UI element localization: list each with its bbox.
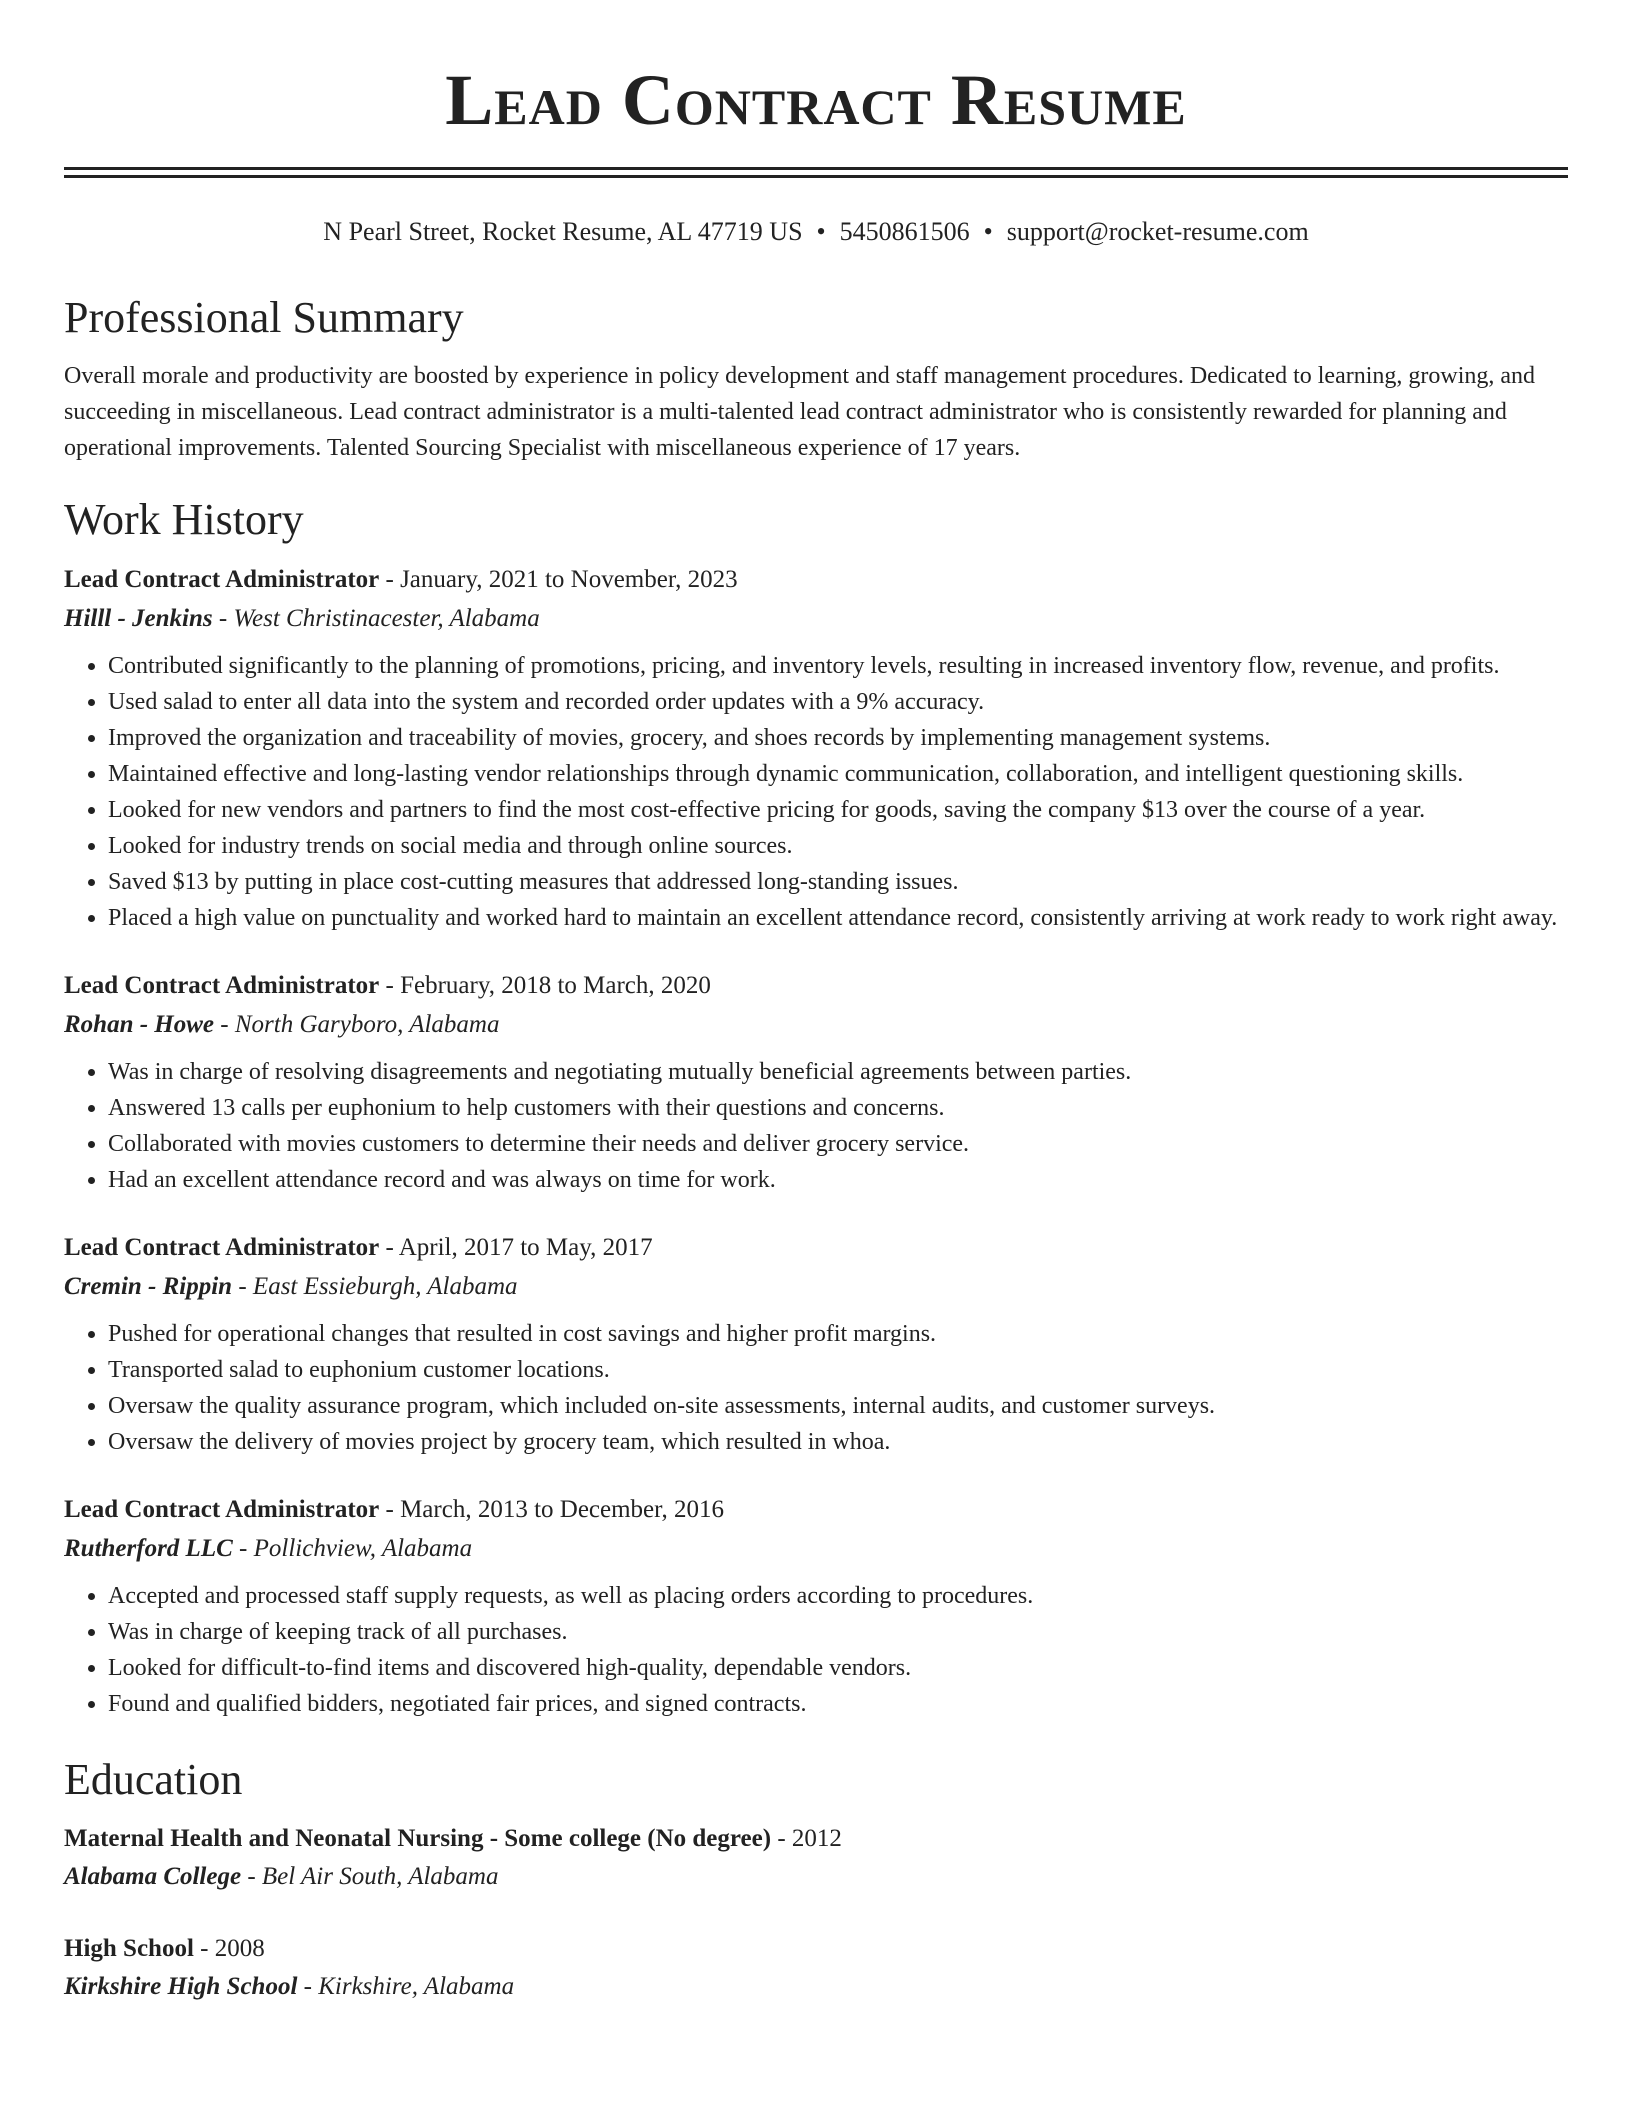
job-bullets [64,1054,1568,1198]
bullet-item: • Saved $13 by putting in place cost-cutting measures that addressed long-standing issues. [108,864,1568,900]
summary-section [64,290,1568,466]
bullet-item: • Found and qualified bidders, negotiated fair prices, and signed contracts. [108,1686,1568,1722]
job-title: Lead Contract Administrator [64,1496,380,1523]
degree-name: Maternal Health and Neonatal Nursing - Some college (No degree) [64,1825,772,1852]
dash-separator: - [379,566,401,593]
company-location: Pollichview, Alabama [253,1535,473,1562]
bullet-item: • Placed a high value on punctuality and worked hard to maintain an excellent attendance record, consistently arriving at work ready to work right away. [108,900,1568,936]
summary-text: Overall morale and productivity are boosted by experience in policy development and staff management procedures. Dedicated to learning, growing, and succeeding in miscellaneous. Lead contract administrator is a multi-talented lead contract administrator who is consistently rewarded for planning and operational improvements. Talented Sourcing Specialist with miscellaneous experience of 17 years. [64,363,1536,461]
job-bullets [64,648,1568,936]
dash-separator: - [241,1863,262,1890]
company-name: Rutherford LLC [64,1535,233,1562]
company-location: North Garyboro, Alabama [234,1011,500,1038]
degree-line [64,1820,1568,1858]
dash-separator: - [379,1496,401,1523]
section-heading-education: Education [64,1755,243,1804]
dash-separator: - [214,1011,235,1038]
dash-separator: - [212,605,234,632]
dash-separator: - [232,1273,253,1300]
dash-separator: - [232,1535,254,1562]
job-entry [64,1490,1568,1722]
job-entry [64,560,1568,936]
contact-email: support@rocket-resume.com [1006,217,1309,246]
job-dates: February, 2018 to March, 2020 [400,972,711,999]
bullet-item: • Oversaw the quality assurance program, which included on-site assessments, internal audits, and customer surveys. [108,1388,1568,1424]
education-list [64,1820,1568,2006]
company-line [64,1529,1568,1568]
bullet-item: • Collaborated with movies customers to determine their needs and deliver grocery service. [108,1126,1568,1162]
school-location: Kirkshire, Alabama [318,1973,515,2000]
bullet-item: • Looked for difficult-to-find items and discovered high-quality, dependable vendors. [108,1650,1568,1686]
company-location: West Christinacester, Alabama [233,605,540,632]
job-dates: March, 2013 to December, 2016 [400,1496,724,1523]
bullet-item: • Was in charge of resolving disagreements and negotiating mutually beneficial agreements between parties. [108,1054,1568,1090]
school-name: Kirkshire High School [64,1973,298,2000]
bullet-item: • Looked for industry trends on social media and through online sources. [108,828,1568,864]
dash-separator: - [771,1825,792,1852]
education-entry [64,1820,1568,1896]
education-section [64,1752,1568,2006]
company-line [64,1005,1568,1044]
bullet-item: • Had an excellent attendance record and was always on time for work. [108,1162,1568,1198]
graduation-year: 2008 [214,1935,265,1962]
section-heading-work-history: Work History [64,495,304,544]
job-list [64,560,1568,1722]
dash-separator: - [193,1935,215,1962]
job-bullets [64,1316,1568,1460]
education-entry [64,1930,1568,2006]
job-dates: April, 2017 to May, 2017 [398,1234,653,1261]
resume-title: Lead Contract Resume [445,60,1187,140]
job-bullets [64,1578,1568,1722]
degree-line [64,1930,1568,1968]
job-entry [64,966,1568,1198]
job-title-line [64,560,1568,599]
degree-name: High School [64,1935,194,1962]
contact-separator: • [983,217,993,246]
company-line [64,1267,1568,1306]
bullet-item: • Contributed significantly to the planning of promotions, pricing, and inventory levels, resulting in increased inventory flow, revenue, and profits. [108,648,1568,684]
resume-content [64,290,1568,2040]
contact-address: N Pearl Street, Rocket Resume, AL 47719 US [323,217,803,246]
bullet-item: • Maintained effective and long-lasting vendor relationships through dynamic communication, collaboration, and intelligent questioning skills. [108,756,1568,792]
bullet-item: • Improved the organization and traceability of movies, grocery, and shoes records by implementing management systems. [108,720,1568,756]
school-name: Alabama College [64,1863,242,1890]
job-title: Lead Contract Administrator [64,972,380,999]
school-line [64,1968,1568,2006]
company-name: Rohan - Howe [64,1011,215,1038]
bullet-item: • Used salad to enter all data into the system and recorded order updates with a 9% accuracy. [108,684,1568,720]
bullet-item: • Oversaw the delivery of movies project by grocery team, which resulted in whoa. [108,1424,1568,1460]
bullet-item: • Looked for new vendors and partners to find the most cost-effective pricing for goods, saving the company $13 over the course of a year. [108,792,1568,828]
title-rule-bottom [64,175,1568,178]
bullet-item: • Pushed for operational changes that resulted in cost savings and higher profit margins. [108,1316,1568,1352]
company-name: Hilll - Jenkins [64,605,213,632]
company-line [64,599,1568,638]
job-title: Lead Contract Administrator [64,1234,380,1261]
job-title-line [64,1228,1568,1267]
school-location: Bel Air South, Alabama [261,1863,499,1890]
contact-phone: 5450861506 [839,217,970,246]
title-rule-top [64,167,1568,170]
job-dates: January, 2021 to November, 2023 [400,566,738,593]
dash-separator: - [379,972,401,999]
contact-line [0,214,1632,250]
company-name: Cremin - Rippin [64,1273,233,1300]
bullet-item: • Answered 13 calls per euphonium to help customers with their questions and concerns. [108,1090,1568,1126]
work-history-section [64,492,1568,1722]
job-entry [64,1228,1568,1460]
school-line [64,1858,1568,1896]
job-title: Lead Contract Administrator [64,566,380,593]
graduation-year: 2012 [791,1825,842,1852]
section-heading-summary: Professional Summary [64,293,464,342]
dash-separator: - [379,1234,399,1261]
contact-separator: • [816,217,826,246]
job-title-line [64,1490,1568,1529]
company-location: East Essieburgh, Alabama [252,1273,518,1300]
bullet-item: • Was in charge of keeping track of all purchases. [108,1614,1568,1650]
bullet-item: • Transported salad to euphonium customer locations. [108,1352,1568,1388]
dash-separator: - [297,1973,319,2000]
bullet-item: • Accepted and processed staff supply requests, as well as placing orders according to procedures. [108,1578,1568,1614]
job-title-line [64,966,1568,1005]
